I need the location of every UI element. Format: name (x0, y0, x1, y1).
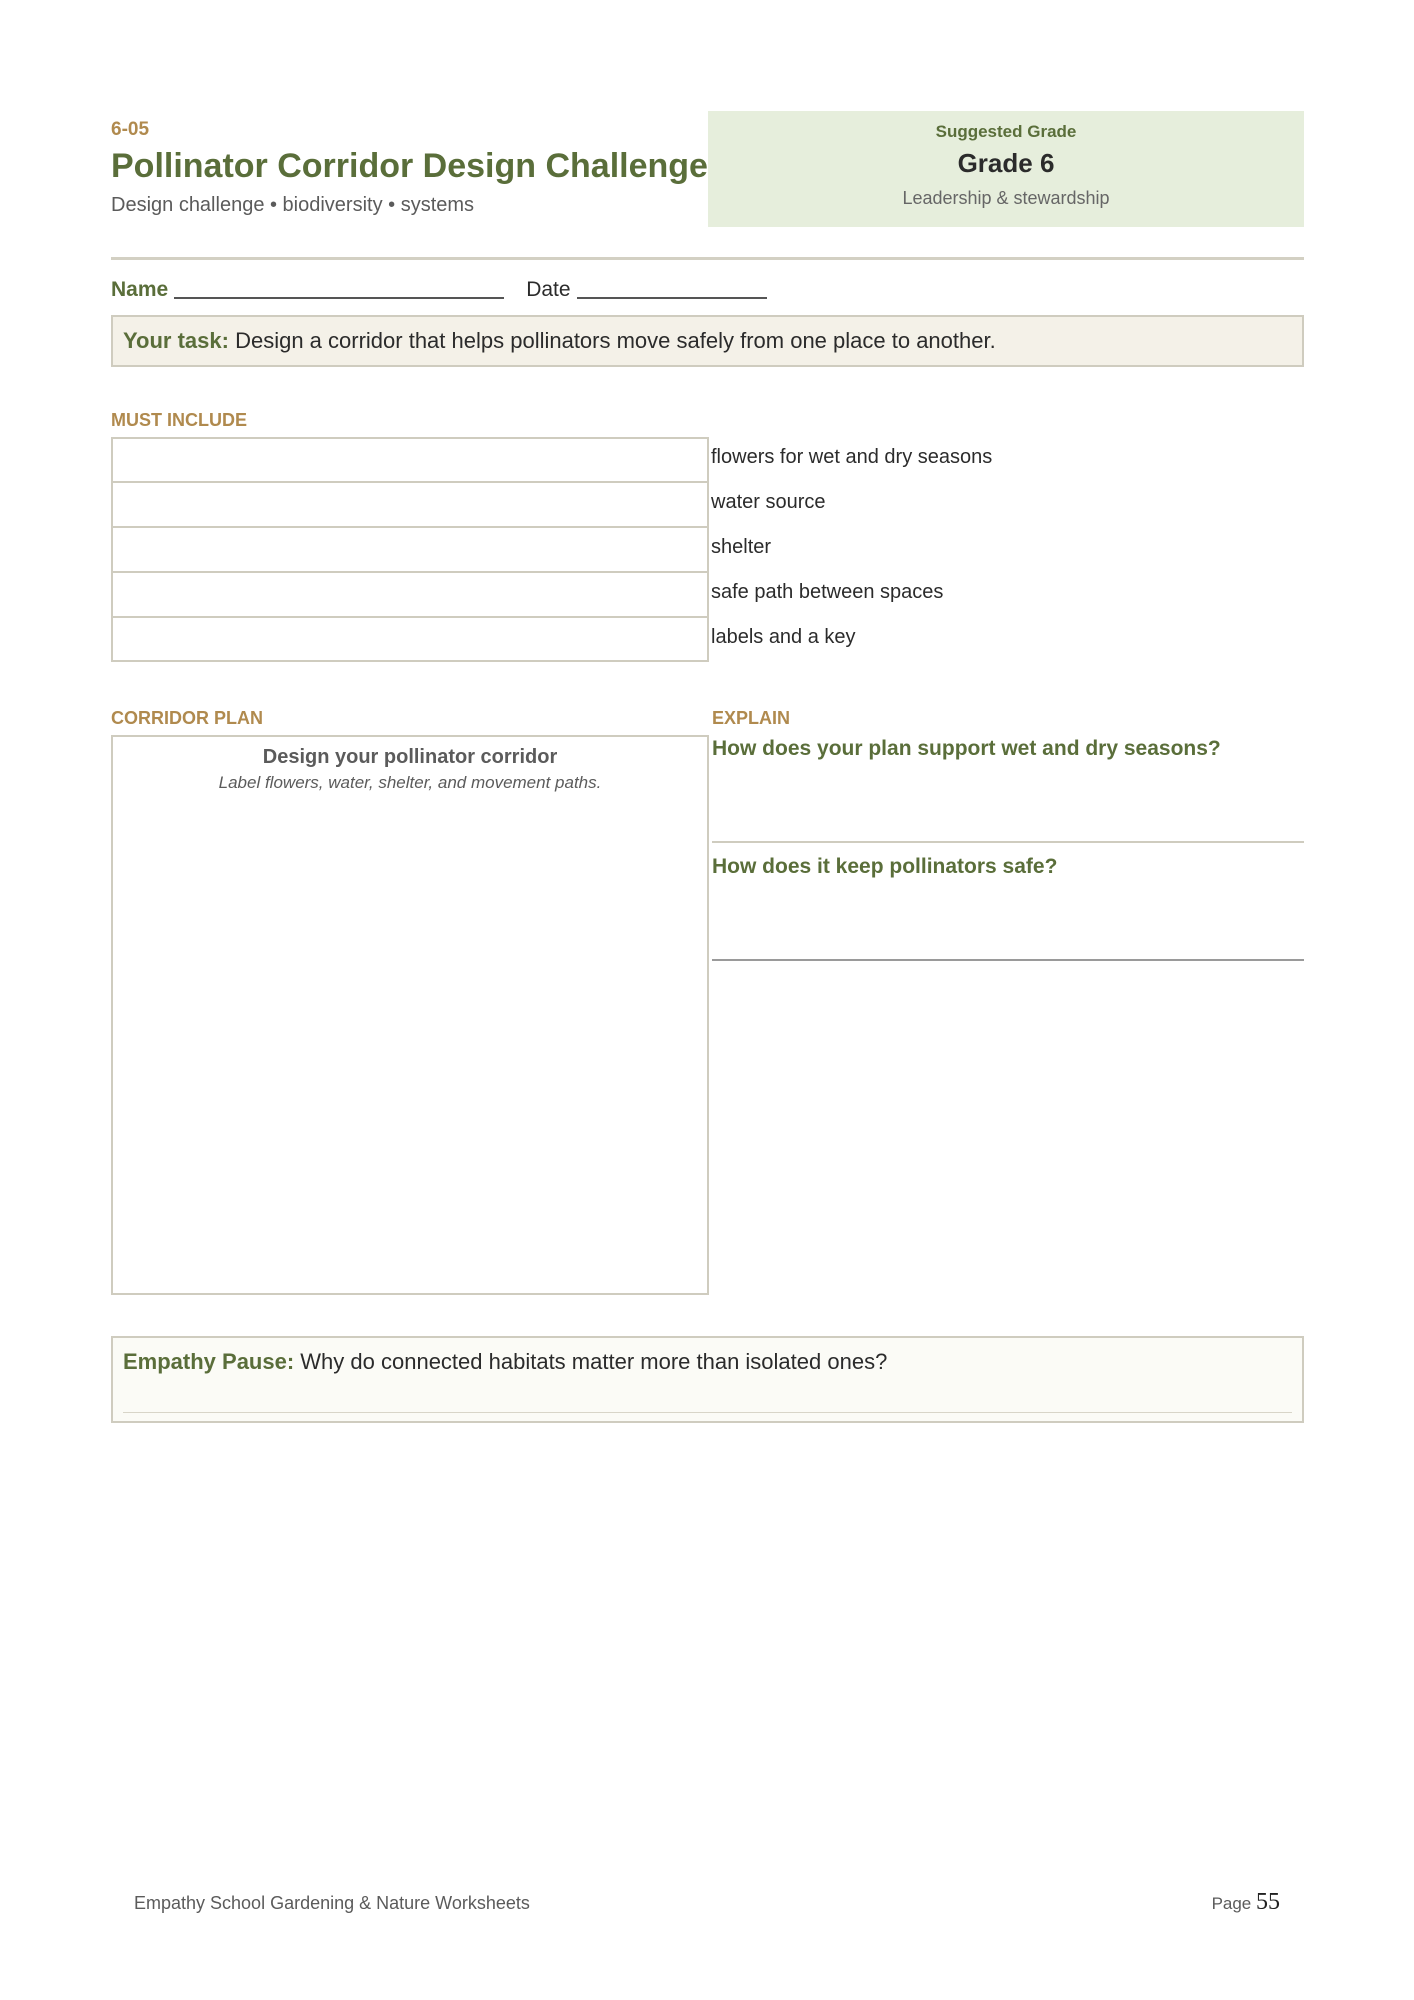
name-field[interactable] (174, 275, 504, 299)
explain-question: How does your plan support wet and dry seasons? (712, 737, 1221, 760)
plan-hint: Label flowers, water, shelter, and movement paths. (218, 773, 602, 792)
task-box (111, 315, 1304, 367)
page-number-block (1212, 1888, 1280, 1918)
grade-focus: Leadership & stewardship (902, 188, 1110, 208)
name-date-row (111, 275, 767, 305)
checklist-item: shelter (711, 536, 772, 558)
checklist-box[interactable] (111, 617, 709, 662)
page-number: 55 (1256, 1889, 1280, 1915)
explain-section (712, 735, 1304, 961)
answer-line[interactable] (712, 841, 1304, 843)
worksheet-header (111, 117, 708, 219)
empathy-pause-box (111, 1336, 1304, 1423)
must-include-heading: MUST INCLUDE (111, 410, 247, 430)
checklist-box[interactable] (111, 482, 709, 527)
explain-heading: EXPLAIN (712, 708, 791, 728)
explain-question: How does it keep pollinators safe? (712, 855, 1058, 878)
checklist-item: flowers for wet and dry seasons (711, 446, 993, 468)
checklist-item: water source (711, 491, 826, 513)
checklist-row (111, 437, 1304, 482)
checklist-box[interactable] (111, 527, 709, 572)
checklist-item: labels and a key (711, 626, 856, 648)
checklist-row (111, 617, 1304, 662)
checklist-box[interactable] (111, 572, 709, 617)
page-subtitle: Design challenge • biodiversity • systems (111, 194, 475, 216)
grade-box (708, 111, 1304, 227)
page-title: Pollinator Corridor Design Challenge (111, 147, 708, 185)
name-label: Name (111, 278, 169, 301)
checklist-row (111, 527, 1304, 572)
must-include-checklist (111, 437, 1304, 662)
answer-line[interactable] (123, 1412, 1292, 1413)
checklist-row (111, 572, 1304, 617)
grade-label: Suggested Grade (935, 122, 1077, 141)
empathy-pause-label: Empathy Pause: (123, 1349, 295, 1374)
page-label: Page (1211, 1894, 1252, 1913)
worksheet-code: 6-05 (111, 119, 150, 140)
header-divider (111, 257, 1304, 260)
task-label: Your task: (123, 328, 229, 353)
grade-value: Grade 6 (957, 148, 1055, 178)
checklist-box[interactable] (111, 437, 709, 482)
checklist-row (111, 482, 1304, 527)
date-field[interactable] (577, 275, 767, 299)
checklist-item: safe path between spaces (711, 581, 944, 603)
date-label: Date (526, 278, 571, 301)
footer-source: Empathy School Gardening & Nature Worksheets (134, 1893, 530, 1913)
corridor-plan-heading: CORRIDOR PLAN (111, 708, 263, 728)
corridor-plan-drawing-area[interactable] (111, 735, 709, 1295)
plan-title: Design your pollinator corridor (262, 746, 558, 768)
empathy-pause-question: Why do connected habitats matter more than isolated ones? (300, 1349, 888, 1374)
answer-line[interactable] (712, 959, 1304, 961)
task-text: Design a corridor that helps pollinators move safely from one place to another. (235, 328, 996, 353)
